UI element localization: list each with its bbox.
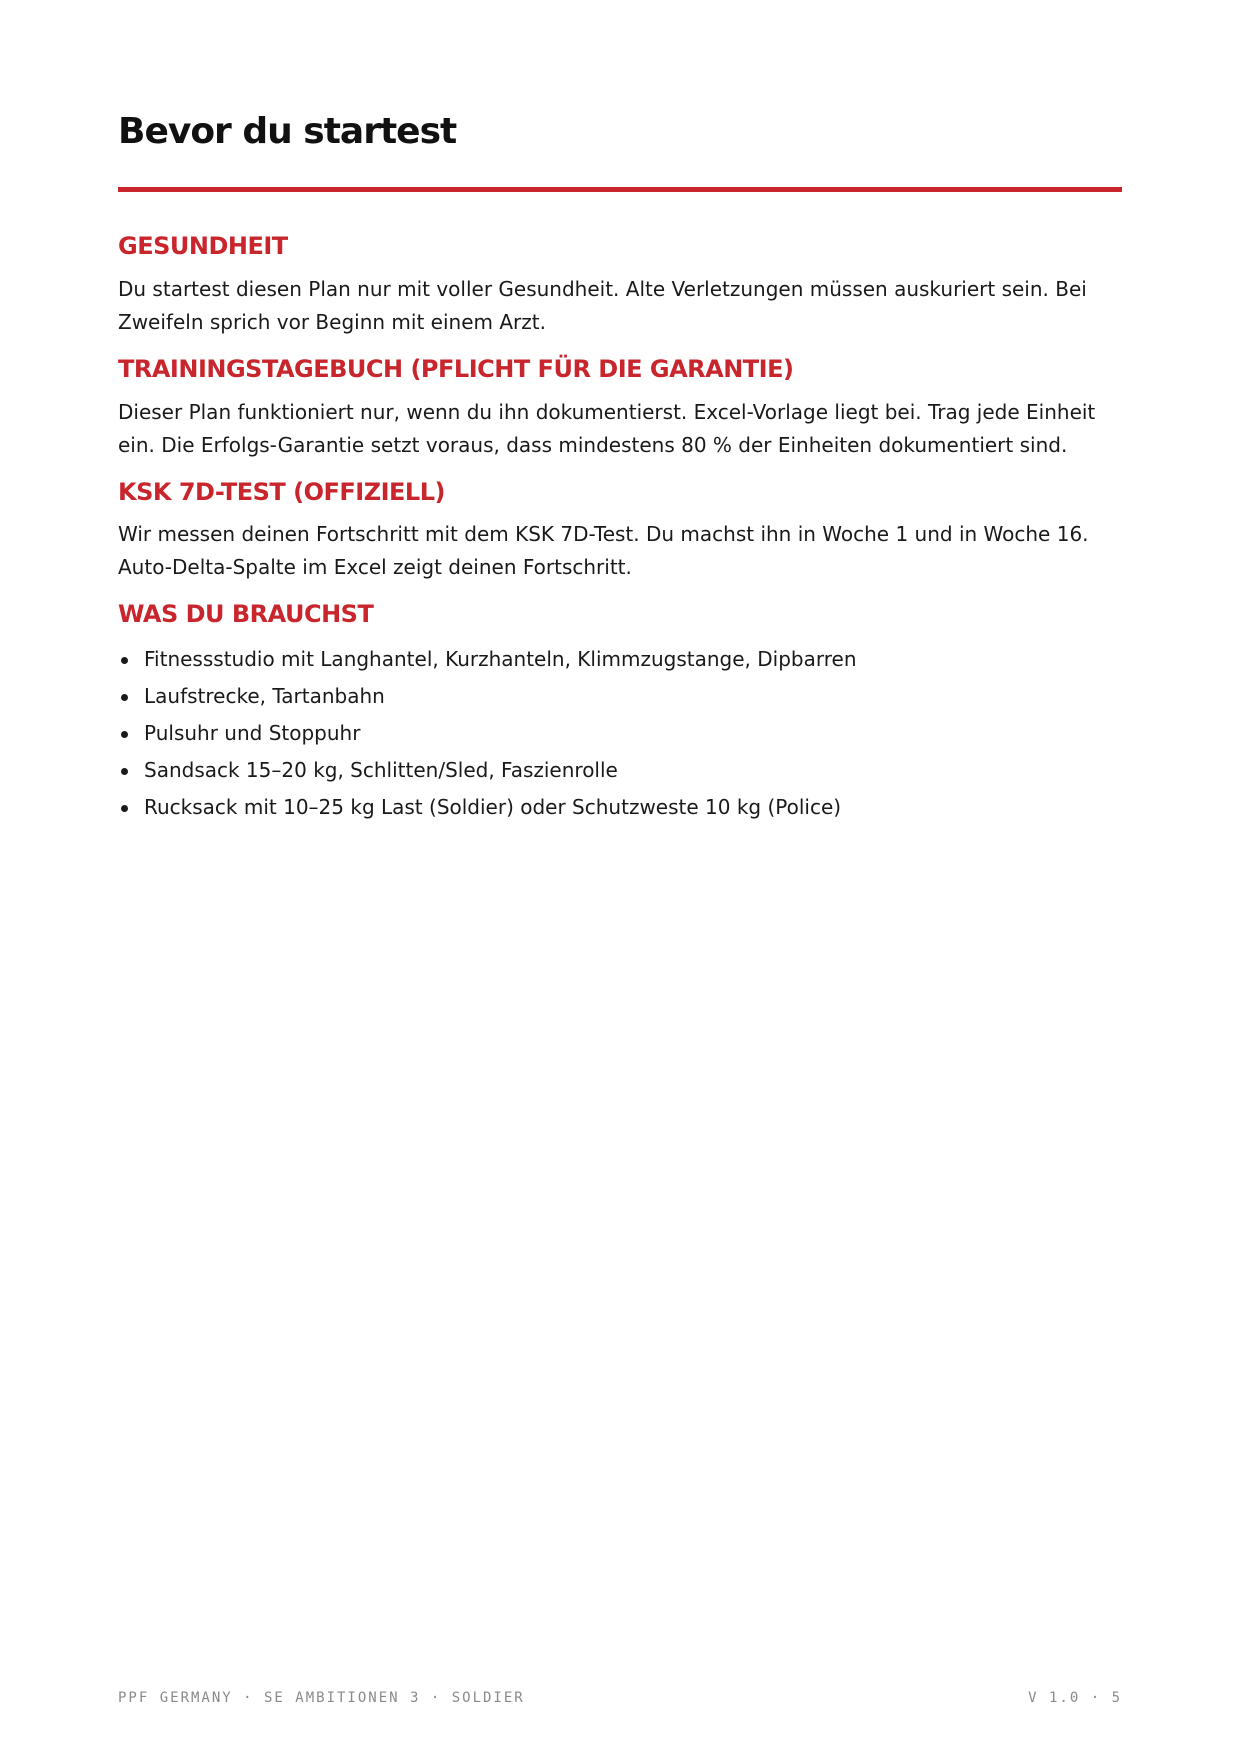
list-item-text: Fitnessstudio mit Langhantel, Kurzhanteln, Klimmzugstange, Dipbarren: [144, 647, 857, 672]
section-heading: KSK 7D-TEST (OFFIZIELL): [118, 477, 445, 506]
section-trainingstagebuch: [118, 355, 1122, 462]
list-item-text: Pulsuhr und Stoppuhr: [144, 721, 361, 746]
bullet-icon: [121, 768, 128, 775]
page-content: [118, 232, 1122, 826]
section-was-du-brauchst: [118, 600, 1122, 826]
bullet-icon: [121, 694, 128, 701]
footer-document-info: PPF GERMANY · SE AMBITIONEN 3 · SOLDIER: [118, 1690, 525, 1706]
list-item-text: Rucksack mit 10–25 kg Last (Soldier) oder Schutzweste 10 kg (Police): [144, 795, 842, 820]
section-paragraph: Du startest diesen Plan nur mit voller Gesundheit. Alte Verletzungen müssen auskuriert sein. Bei Zweifeln sprich vor Beginn mit einem Arzt.: [118, 276, 1087, 334]
list-item: [118, 641, 1122, 678]
bullet-icon: [121, 805, 128, 812]
footer-page-number: V 1.0 · 5: [1028, 1690, 1122, 1706]
section-heading: WAS DU BRAUCHST: [118, 600, 374, 629]
list-item-text: Laufstrecke, Tartanbahn: [144, 684, 385, 709]
section-heading: GESUNDHEIT: [118, 232, 288, 260]
section-gesundheit: [118, 232, 1122, 339]
bullet-icon: [121, 731, 128, 738]
list-item: [118, 715, 1122, 752]
section-paragraph: Wir messen deinen Fortschritt mit dem KSK 7D-Test. Du machst ihn in Woche 1 und in Woche 16. Auto-Delta-Spalte im Excel zeigt deinen Fortschritt.: [118, 522, 1089, 580]
list-item: [118, 789, 1122, 826]
list-item-text: Sandsack 15–20 kg, Schlitten/Sled, Faszienrolle: [144, 758, 618, 783]
bullet-icon: [121, 657, 128, 664]
equipment-list: [118, 641, 1122, 826]
list-item: [118, 752, 1122, 789]
section-paragraph: Dieser Plan funktioniert nur, wenn du ihn dokumentierst. Excel-Vorlage liegt bei. Trag jede Einheit ein. Die Erfolgs-Garantie setzt voraus, dass mindestens 80 % der Einheiten dokumentiert sind.: [118, 399, 1096, 457]
section-heading: TRAININGSTAGEBUCH (PFLICHT FÜR DIE GARANTIE): [118, 354, 794, 383]
page-title: Bevor du startest: [118, 111, 457, 152]
section-ksk-test: [118, 478, 1122, 585]
title-divider: [118, 187, 1122, 192]
list-item: [118, 678, 1122, 715]
